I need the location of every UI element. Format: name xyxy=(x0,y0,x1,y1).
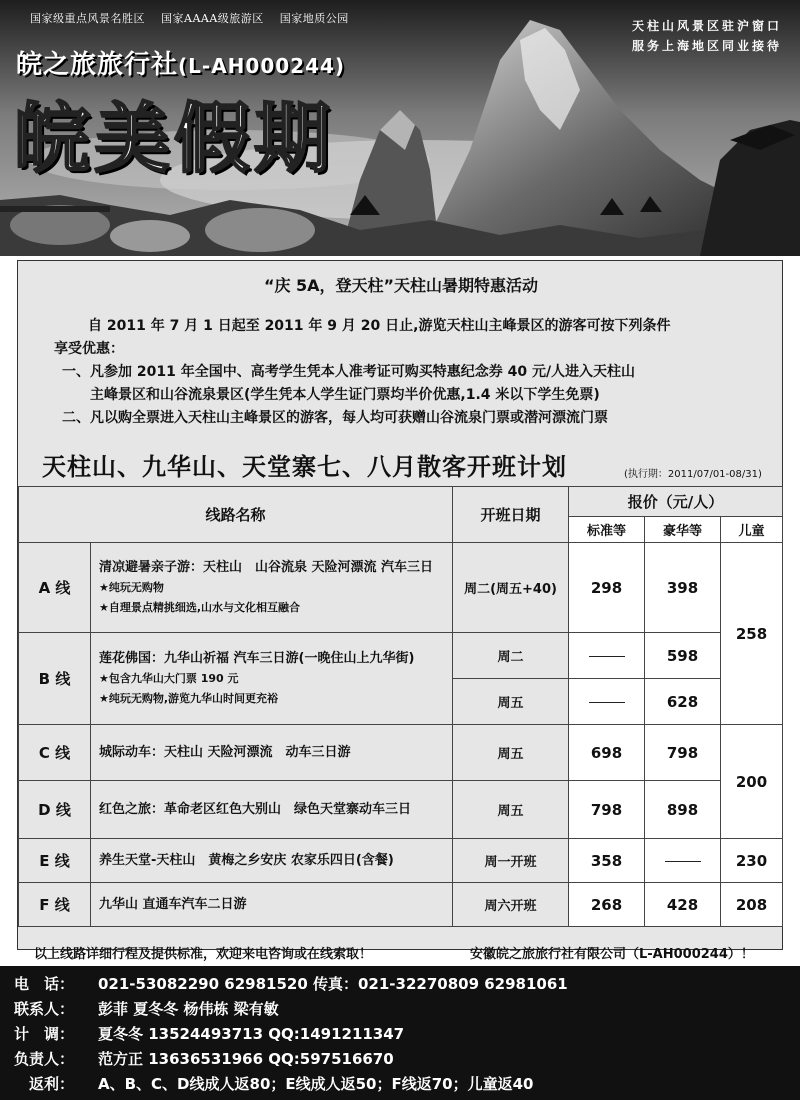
contact-label: 返利： xyxy=(14,1075,75,1093)
route-date-b1: 周二 xyxy=(453,633,569,679)
footnote-inquiry: 以上线路详细行程及提供标准，欢迎来电咨询或在线索取！ xyxy=(34,947,373,962)
route-date-f: 周六开班 xyxy=(453,883,569,927)
price-deluxe-a: 398 xyxy=(645,543,721,633)
contact-rebate xyxy=(14,1072,800,1097)
contact-manager xyxy=(14,1047,800,1072)
price-child-cd: 200 xyxy=(721,725,783,839)
agency-license: (L-AH000244) xyxy=(178,54,346,78)
route-desc-d: 红色之旅：革命老区红色大别山 绿色天堂寨动车三日 xyxy=(91,781,453,839)
price-standard-d: 798 xyxy=(569,781,645,839)
table-row xyxy=(19,633,783,679)
schedule-title: 天柱山、九华山、天堂寨七、八月散客开班计划 xyxy=(42,452,567,481)
no-price-dash xyxy=(589,702,625,703)
promo-item-1a: 一、凡参加 2011 年全国中、高考学生凭本人准考证可购买特惠纪念券 40 元/人进入天柱山 xyxy=(62,364,636,380)
header-child: 儿童 xyxy=(721,517,783,543)
price-deluxe-f: 428 xyxy=(645,883,721,927)
contact-value: 夏冬冬 13524493713 QQ:1491211347 xyxy=(98,1025,405,1043)
price-standard-b2 xyxy=(569,679,645,725)
header-banner xyxy=(0,0,800,256)
route-note: ★纯玩无购物 xyxy=(99,580,164,594)
agency-name: 皖之旅旅行社 xyxy=(16,50,179,80)
route-line-e: E 线 xyxy=(19,839,91,883)
route-desc-e: 养生天堂-天柱山 黄梅之乡安庆 农家乐四日(含餐) xyxy=(91,839,453,883)
route-line-b: B 线 xyxy=(19,633,91,725)
promo-item-2: 二、凡以购全票进入天柱山主峰景区的游客，每人均可获赠山谷流泉门票或潜河漂流门票 xyxy=(62,410,608,426)
route-line-f: F 线 xyxy=(19,883,91,927)
route-line-c: C 线 xyxy=(19,725,91,781)
scenic-area-tags xyxy=(30,10,361,26)
agency-name-heading xyxy=(16,44,345,81)
route-date-e: 周一开班 xyxy=(453,839,569,883)
price-standard-f: 268 xyxy=(569,883,645,927)
header-deluxe: 豪华等 xyxy=(645,517,721,543)
route-line-a: A 线 xyxy=(19,543,91,633)
route-schedule-table xyxy=(18,486,783,927)
route-desc-f: 九华山 直通车汽车二日游 xyxy=(91,883,453,927)
route-line-d: D 线 xyxy=(19,781,91,839)
price-deluxe-d: 898 xyxy=(645,781,721,839)
tag-geopark: 国家地质公园 xyxy=(279,12,349,25)
price-deluxe-b1: 598 xyxy=(645,633,721,679)
window-line-1: 天柱山风景区驻沪窗口 xyxy=(631,19,782,33)
price-standard-a: 298 xyxy=(569,543,645,633)
table-row xyxy=(19,781,783,839)
contact-label: 联系人： xyxy=(14,1000,75,1018)
route-desc-text: 清凉避暑亲子游：天柱山 山谷流泉 天险河漂流 汽车三日 xyxy=(99,559,434,575)
tag-aaaa: 国家AAAA级旅游区 xyxy=(161,12,264,25)
price-child-ab: 258 xyxy=(721,543,783,725)
price-child-f: 208 xyxy=(721,883,783,927)
header-date: 开班日期 xyxy=(453,487,569,543)
shanghai-window-notice xyxy=(632,16,782,56)
price-child-e: 230 xyxy=(721,839,783,883)
route-date-b2: 周五 xyxy=(453,679,569,725)
contact-phone xyxy=(14,972,800,997)
table-row xyxy=(19,839,783,883)
table-row xyxy=(19,725,783,781)
route-desc-c: 城际动车：天柱山 天险河漂流 动车三日游 xyxy=(91,725,453,781)
contact-section xyxy=(0,966,800,1100)
header-route: 线路名称 xyxy=(19,487,453,543)
promo-item-1b: 主峰景区和山谷流泉景区(学生凭本人学生证门票均半价优惠,1.4 米以下学生免票) xyxy=(90,387,600,403)
route-note: ★包含九华山大门票 190 元 xyxy=(99,671,239,685)
route-note: ★纯玩无购物,游览九华山时间更充裕 xyxy=(99,691,279,705)
route-desc-b xyxy=(91,633,453,725)
promo-intro-1: 自 2011 年 7 月 1 日起至 2011 年 9 月 20 日止,游览天柱山主峰景区的游客可按下列条件 xyxy=(88,318,671,334)
no-price-dash xyxy=(589,656,625,657)
schedule-period: (执行期：2011/07/01-08/31) xyxy=(624,469,762,480)
route-date-a: 周二(周五+40) xyxy=(453,543,569,633)
header-price: 报价（元/人） xyxy=(569,487,783,517)
footnote-company: 安徽皖之旅旅行社有限公司（L-AH000244）！ xyxy=(470,947,754,962)
price-deluxe-e xyxy=(645,839,721,883)
price-standard-e: 358 xyxy=(569,839,645,883)
price-standard-b1 xyxy=(569,633,645,679)
header-standard: 标准等 xyxy=(569,517,645,543)
brand-title: 皖美假期 xyxy=(14,94,334,183)
table-header-row xyxy=(19,487,783,517)
contact-value: A、B、C、D线成人返80；E线成人返50；F线返70；儿童返40 xyxy=(98,1075,534,1093)
table-row xyxy=(19,543,783,633)
contact-value: 021-53082290 62981520 传真：021-32270809 62981061 xyxy=(98,975,568,993)
contact-value: 范方正 13636531966 QQ:597516670 xyxy=(98,1050,394,1068)
promo-intro-2: 享受优惠： xyxy=(54,341,124,357)
route-desc-text: 莲花佛国：九华山祈福 汽车三日游(一晚住山上九华街) xyxy=(99,650,415,666)
contact-label: 电 话： xyxy=(14,975,75,993)
promo-title: “庆 5A，登天柱”天柱山暑期特惠活动 xyxy=(263,276,539,295)
contact-value: 彭菲 夏冬冬 杨伟栋 梁有敏 xyxy=(98,1000,279,1018)
contact-label: 计 调： xyxy=(14,1025,75,1043)
table-row xyxy=(19,883,783,927)
tag-national-scenic: 国家级重点风景名胜区 xyxy=(30,12,145,25)
price-standard-c: 698 xyxy=(569,725,645,781)
contact-operator xyxy=(14,1022,800,1047)
route-date-c: 周五 xyxy=(453,725,569,781)
window-line-2: 服务上海地区同业接待 xyxy=(631,39,782,53)
route-note: ★自理景点精挑细选,山水与文化相互融合 xyxy=(99,600,301,614)
price-deluxe-c: 798 xyxy=(645,725,721,781)
price-deluxe-b2: 628 xyxy=(645,679,721,725)
route-date-d: 周五 xyxy=(453,781,569,839)
contact-label: 负责人： xyxy=(14,1050,75,1068)
no-price-dash xyxy=(665,861,701,862)
contact-people xyxy=(14,997,800,1022)
route-desc-a xyxy=(91,543,453,633)
